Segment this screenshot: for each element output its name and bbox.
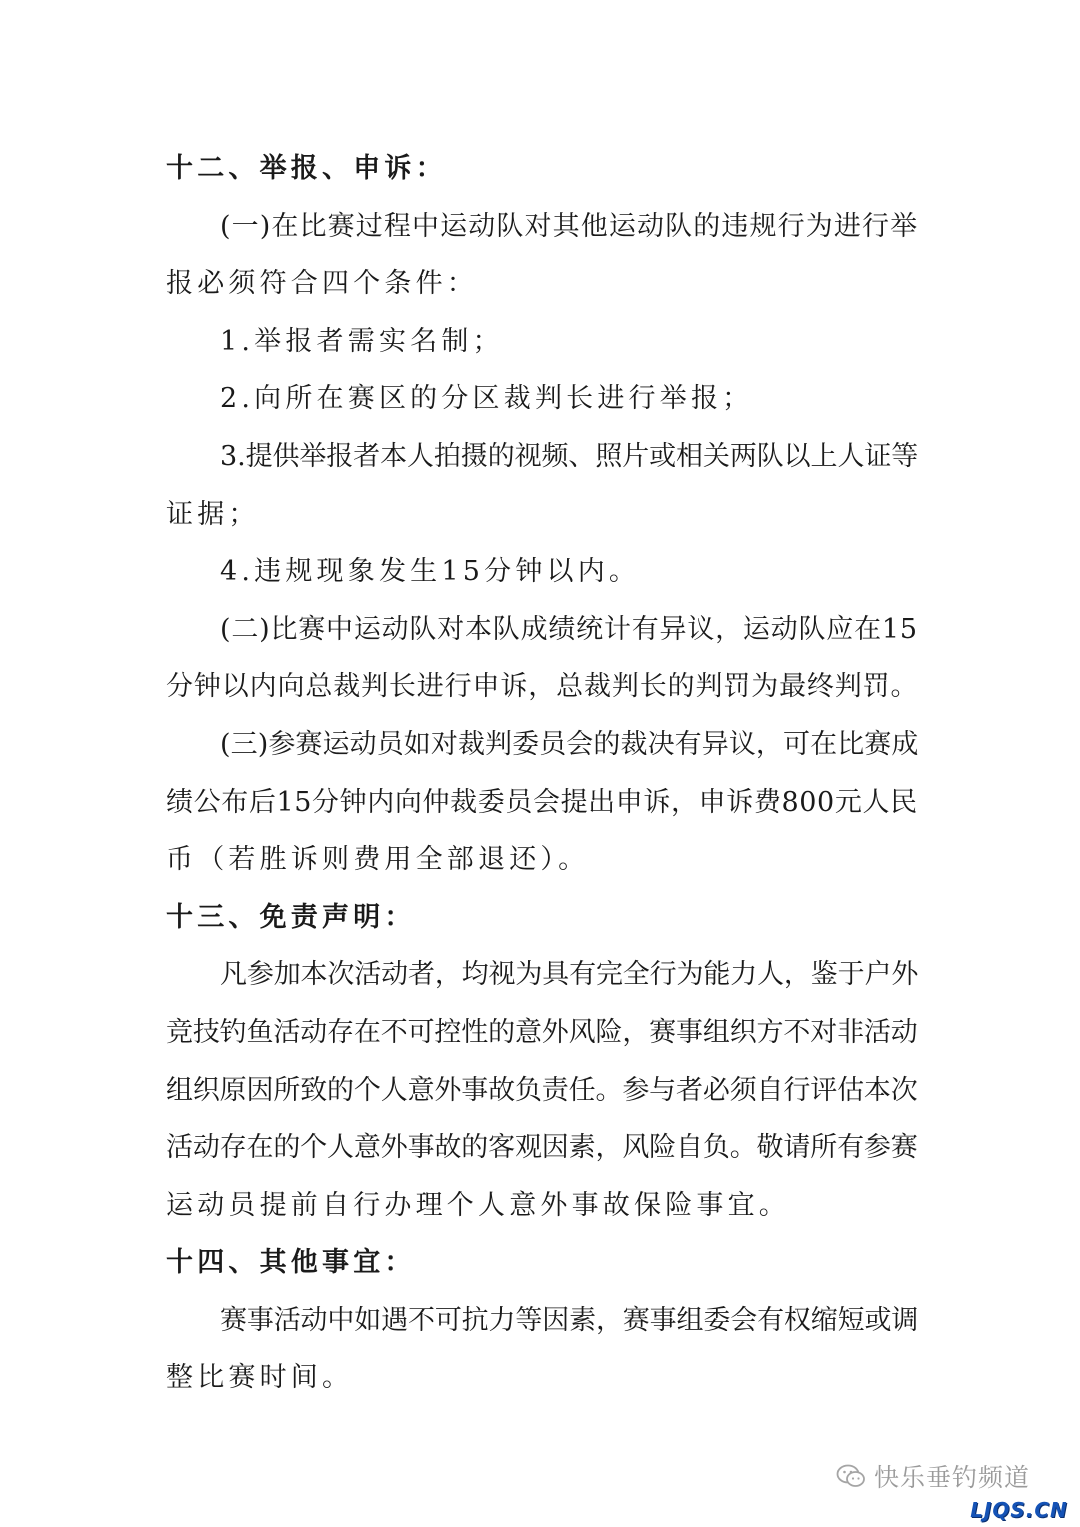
wechat-icon (836, 1463, 866, 1489)
text-line: 竞技钓鱼活动存在不可控性的意外风险，赛事组织方不对非活动 (166, 1016, 918, 1048)
text-line: 凡参加本次活动者，均视为具有完全行为能力人，鉴于户外 (220, 959, 919, 991)
site-logo: LJQS.CN (960, 1497, 1078, 1523)
text-line: 整比赛时间。 (166, 1362, 354, 1394)
section-heading: 十四、其他事宜： (166, 1247, 416, 1279)
text-line: 4.违规现象发生15分钟以内。 (220, 556, 641, 588)
text-line: 1.举报者需实名制； (220, 325, 504, 357)
text-line: 币（若胜诉则费用全部退还）。 (166, 844, 590, 876)
text-line: 活动存在的个人意外事故的客观因素，风险自负。敬请所有参赛 (166, 1132, 918, 1164)
watermark (836, 1458, 1030, 1494)
text-line: 报必须符合四个条件： (166, 268, 478, 300)
document-page (166, 140, 918, 1407)
text-line: 分钟以内向总裁判长进行申诉，总裁判长的判罚为最终判罚。 (166, 671, 919, 703)
text-line: 2.向所在赛区的分区裁判长进行举报； (220, 383, 754, 415)
text-line: 赛事活动中如遇不可抗力等因素，赛事组委会有权缩短或调 (220, 1304, 919, 1336)
text-line: (一)在比赛过程中运动队对其他运动队的违规行为进行举 (220, 210, 919, 242)
text-line: 证据； (166, 498, 260, 530)
section-heading: 十三、免责声明： (166, 901, 416, 933)
text-line: 绩公布后15分钟内向仲裁委员会提出申诉，申诉费800元人民 (166, 786, 918, 818)
watermark-text: 快乐垂钓频道 (874, 1463, 1031, 1492)
text-line: 3.提供举报者本人拍摄的视频、照片或相关两队以上人证等 (220, 440, 919, 472)
text-line: 运动员提前自行办理个人意外事故保险事宜。 (166, 1189, 790, 1221)
text-line: 组织原因所致的个人意外事故负责任。参与者必须自行评估本次 (166, 1074, 918, 1106)
text-line: (二)比赛中运动队对本队成绩统计有异议，运动队应在15 (220, 613, 918, 645)
section-heading: 十二、举报、申诉： (166, 153, 447, 184)
text-line: (三)参赛运动员如对裁判委员会的裁决有异议，可在比赛成 (220, 728, 919, 760)
